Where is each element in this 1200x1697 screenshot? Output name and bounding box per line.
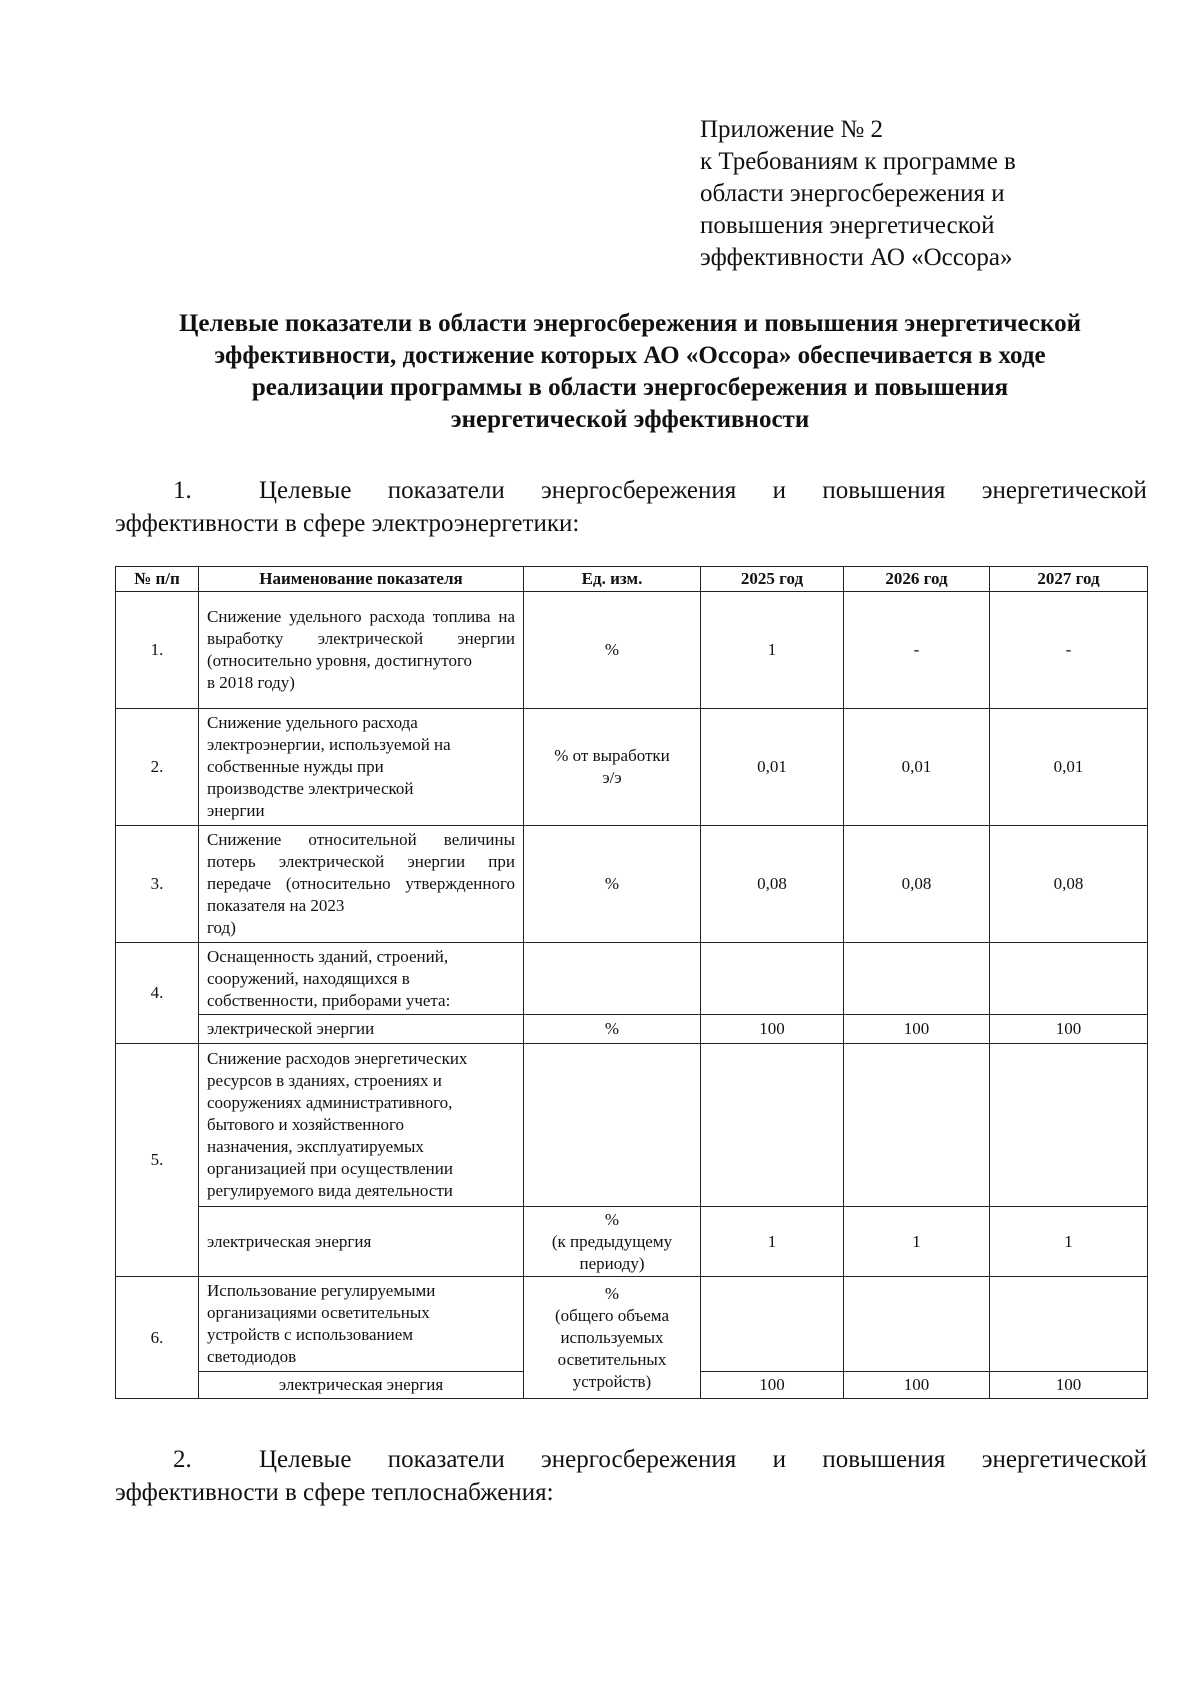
heading-word: энергетической — [981, 477, 1147, 504]
heading-word: показатели — [387, 1446, 505, 1473]
table-header-row — [116, 567, 1148, 592]
col-header-unit: Ед. изм. — [524, 567, 701, 592]
heading-word: энергетической — [981, 1446, 1147, 1473]
section-number: 2. Целевые — [173, 1446, 352, 1473]
table-subrow — [116, 1015, 1148, 1044]
sub-indicator-name: электрическая энергия — [199, 1207, 524, 1277]
value-2027: 0,01 — [990, 709, 1148, 826]
heading-word: повышения — [822, 1446, 946, 1473]
col-header-2027: 2027 год — [990, 567, 1148, 592]
title-line: эффективности, достижение которых АО «Оссора» обеспечивается в ходе — [214, 342, 1046, 369]
indicator-name: Использование регулируемыми организациями осветительных устройств с использованием светодиодов — [199, 1277, 524, 1372]
unit-cell: % — [524, 592, 701, 709]
title-line: Целевые показатели в области энергосбережения и повышения энергетической — [178, 310, 1081, 337]
indicator-name: Снижение относительной величины потерь электрической энергии при передаче (относительно утвержденного показателя на 2023 год) — [199, 826, 524, 943]
value-2025: 1 — [701, 1207, 844, 1277]
table-subrow — [116, 1207, 1148, 1277]
value-2027 — [990, 1277, 1148, 1372]
value-2025 — [701, 1277, 844, 1372]
annex-line: эффективности АО «Оссора» — [700, 244, 1013, 271]
annex-header — [700, 114, 1016, 274]
indicator-name: Снижение удельного расхода топлива на выработку электрической энергии (относительно уровня, достигнутого в 2018 году) — [199, 592, 524, 709]
value-2026: 1 — [844, 1207, 990, 1277]
row-number: 6. — [116, 1277, 199, 1399]
unit-cell — [524, 943, 701, 1015]
heading-line-2: эффективности в сфере теплоснабжения: — [115, 1479, 554, 1506]
value-2027: 0,08 — [990, 826, 1148, 943]
section-2-heading — [115, 1443, 1147, 1509]
heading-word: и — [772, 1446, 786, 1473]
heading-word: энергосбережения — [541, 477, 737, 504]
col-header-2026: 2026 год — [844, 567, 990, 592]
row-number: 4. — [116, 943, 199, 1044]
value-2026: - — [844, 592, 990, 709]
row-number: 2. — [116, 709, 199, 826]
indicators-table — [115, 566, 1148, 1399]
value-2026 — [844, 1277, 990, 1372]
unit-cell — [524, 1044, 701, 1207]
value-2025: 100 — [701, 1372, 844, 1399]
value-2026 — [844, 943, 990, 1015]
value-2027 — [990, 1044, 1148, 1207]
table-row — [116, 1044, 1148, 1207]
indicator-name: Снижение расходов энергетических ресурсов в зданиях, строениях и сооружениях административного, бытового и хозяйственного назначения, эксплуатируемых организацией при осуществлении регулируемого вида деятельности — [199, 1044, 524, 1207]
document-title — [110, 308, 1150, 436]
heading-word: показатели — [387, 477, 505, 504]
col-header-number: № п/п — [116, 567, 199, 592]
heading-word: и — [772, 477, 786, 504]
indicator-name: Оснащенность зданий, строений, сооружений, находящихся в собственности, приборами учета: — [199, 943, 524, 1015]
value-2025 — [701, 943, 844, 1015]
value-2027 — [990, 943, 1148, 1015]
table-row — [116, 1277, 1148, 1372]
sub-indicator-name: электрической энергии — [199, 1015, 524, 1044]
annex-line: повышения энергетической — [700, 212, 995, 239]
title-line: энергетической эффективности — [450, 406, 810, 433]
value-2027: 100 — [990, 1372, 1148, 1399]
annex-line: к Требованиям к программе в — [700, 148, 1016, 175]
annex-line: области энергосбережения и — [700, 180, 1005, 207]
unit-cell: % (к предыдущему периоду) — [524, 1207, 701, 1277]
value-2026: 0,08 — [844, 826, 990, 943]
row-number: 1. — [116, 592, 199, 709]
heading-word: энергосбережения — [541, 1446, 737, 1473]
section-1-heading — [115, 474, 1147, 540]
value-2025: 0,08 — [701, 826, 844, 943]
value-2026: 100 — [844, 1015, 990, 1044]
heading-word: повышения — [822, 477, 946, 504]
value-2027: 100 — [990, 1015, 1148, 1044]
value-2025: 0,01 — [701, 709, 844, 826]
value-2027: 1 — [990, 1207, 1148, 1277]
value-2025 — [701, 1044, 844, 1207]
unit-cell: % — [524, 826, 701, 943]
col-header-name: Наименование показателя — [199, 567, 524, 592]
unit-cell: % от выработки э/э — [524, 709, 701, 826]
row-number: 5. — [116, 1044, 199, 1277]
annex-line: Приложение № 2 — [700, 116, 884, 143]
title-line: реализации программы в области энергосбережения и повышения — [251, 374, 1009, 401]
table-row — [116, 592, 1148, 709]
section-number: 1. Целевые — [173, 477, 352, 504]
table-row — [116, 943, 1148, 1015]
col-header-2025: 2025 год — [701, 567, 844, 592]
value-2025: 1 — [701, 592, 844, 709]
heading-line-2: эффективности в сфере электроэнергетики: — [115, 510, 580, 537]
value-2025: 100 — [701, 1015, 844, 1044]
value-2027: - — [990, 592, 1148, 709]
indicator-name: Снижение удельного расхода электроэнергии, используемой на собственные нужды при производстве электрической энергии — [199, 709, 524, 826]
unit-cell: % (общего объема используемых осветительных устройств) — [524, 1277, 701, 1399]
table-row — [116, 709, 1148, 826]
value-2026: 100 — [844, 1372, 990, 1399]
row-number: 3. — [116, 826, 199, 943]
sub-indicator-name: электрическая энергия — [199, 1372, 524, 1399]
unit-cell: % — [524, 1015, 701, 1044]
value-2026 — [844, 1044, 990, 1207]
value-2026: 0,01 — [844, 709, 990, 826]
table-row — [116, 826, 1148, 943]
